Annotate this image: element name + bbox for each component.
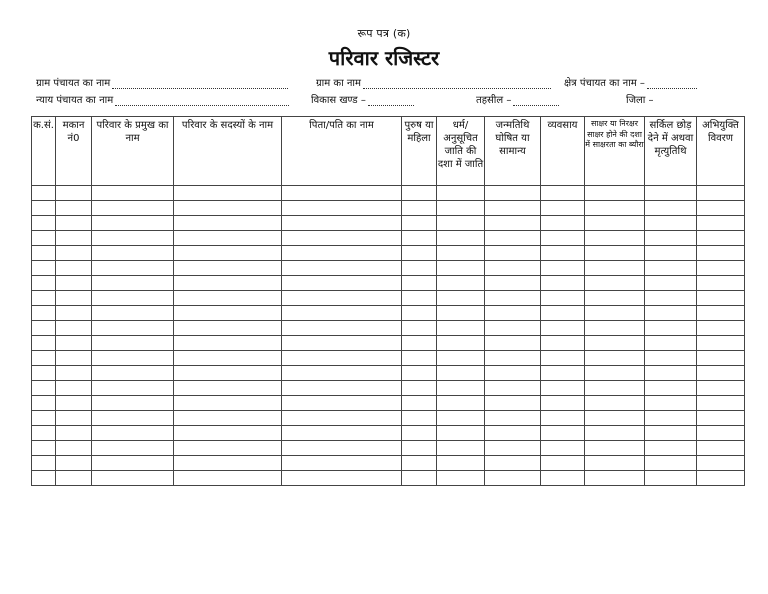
tehsil-value[interactable] <box>513 96 559 106</box>
table-cell[interactable] <box>32 411 56 426</box>
table-cell[interactable] <box>174 351 282 366</box>
table-cell[interactable] <box>437 411 485 426</box>
table-cell[interactable] <box>697 351 745 366</box>
table-cell[interactable] <box>92 201 174 216</box>
table-cell[interactable] <box>92 456 174 471</box>
table-cell[interactable] <box>32 471 56 486</box>
table-cell[interactable] <box>541 471 585 486</box>
table-cell[interactable] <box>174 216 282 231</box>
table-cell[interactable] <box>174 291 282 306</box>
gram-panchayat-label: ग्राम पंचायत का नाम <box>36 78 111 89</box>
table-cell[interactable] <box>585 336 645 351</box>
table-cell[interactable] <box>585 471 645 486</box>
table-cell[interactable] <box>174 276 282 291</box>
table-cell[interactable] <box>645 426 697 441</box>
table-header-row <box>32 117 745 186</box>
table-cell[interactable] <box>645 261 697 276</box>
table-cell[interactable] <box>92 216 174 231</box>
table-cell[interactable] <box>485 336 541 351</box>
table-cell[interactable] <box>585 366 645 381</box>
col-birthdate: जन्मतिथि घोषित या सामान्य <box>485 117 541 186</box>
col-remarks: अभियुक्ति विवरण <box>697 117 745 186</box>
tehsil-field[interactable] <box>476 92 559 106</box>
table-cell[interactable] <box>697 261 745 276</box>
table-cell[interactable] <box>282 456 402 471</box>
meta-row-1 <box>36 75 736 89</box>
table-cell[interactable] <box>402 381 437 396</box>
table-cell[interactable] <box>585 381 645 396</box>
table-cell[interactable] <box>56 366 92 381</box>
table-cell[interactable] <box>32 306 56 321</box>
table-cell[interactable] <box>645 396 697 411</box>
table-cell[interactable] <box>32 216 56 231</box>
table-cell[interactable] <box>174 261 282 276</box>
table-cell[interactable] <box>485 411 541 426</box>
table-cell[interactable] <box>282 246 402 261</box>
table-row <box>32 441 745 456</box>
table-cell[interactable] <box>437 201 485 216</box>
table-cell[interactable] <box>485 261 541 276</box>
table-cell[interactable] <box>645 306 697 321</box>
table-cell[interactable] <box>485 216 541 231</box>
table-row <box>32 321 745 336</box>
table-cell[interactable] <box>174 321 282 336</box>
table-cell[interactable] <box>437 381 485 396</box>
table-cell[interactable] <box>437 231 485 246</box>
table-cell[interactable] <box>56 411 92 426</box>
table-cell[interactable] <box>541 291 585 306</box>
table-cell[interactable] <box>645 276 697 291</box>
table-row <box>32 456 745 471</box>
col-occupation: व्यवसाय <box>541 117 585 186</box>
table-row <box>32 186 745 201</box>
table-cell[interactable] <box>92 366 174 381</box>
table-cell[interactable] <box>437 366 485 381</box>
table-cell[interactable] <box>56 186 92 201</box>
kshetra-panchayat-field[interactable] <box>564 75 697 89</box>
table-cell[interactable] <box>32 201 56 216</box>
table-cell[interactable] <box>697 456 745 471</box>
table-cell[interactable] <box>282 471 402 486</box>
table-cell[interactable] <box>174 246 282 261</box>
table-cell[interactable] <box>282 216 402 231</box>
table-row <box>32 336 745 351</box>
table-cell[interactable] <box>56 291 92 306</box>
table-cell[interactable] <box>437 291 485 306</box>
table-cell[interactable] <box>585 261 645 276</box>
table-cell[interactable] <box>485 291 541 306</box>
table-cell[interactable] <box>437 336 485 351</box>
col-family-head: परिवार के प्रमुख का नाम <box>92 117 174 186</box>
table-cell[interactable] <box>92 336 174 351</box>
table-cell[interactable] <box>56 351 92 366</box>
col-literacy: साक्षर या निरक्षर साक्षर होने की दशा में साक्षरता का ब्यौरा <box>585 117 645 186</box>
table-cell[interactable] <box>282 426 402 441</box>
table-cell[interactable] <box>402 231 437 246</box>
table-cell[interactable] <box>697 381 745 396</box>
table-row <box>32 276 745 291</box>
table-cell[interactable] <box>645 186 697 201</box>
table-cell[interactable] <box>645 456 697 471</box>
table-row <box>32 471 745 486</box>
table-cell[interactable] <box>645 366 697 381</box>
table-cell[interactable] <box>585 276 645 291</box>
table-cell[interactable] <box>485 381 541 396</box>
nyay-panchayat-label: न्याय पंचायत का नाम <box>36 95 114 106</box>
table-cell[interactable] <box>402 351 437 366</box>
col-gender: पुरुष या महिला <box>402 117 437 186</box>
table-cell[interactable] <box>32 336 56 351</box>
table-cell[interactable] <box>402 246 437 261</box>
table-cell[interactable] <box>92 441 174 456</box>
table-cell[interactable] <box>402 336 437 351</box>
table-cell[interactable] <box>174 336 282 351</box>
table-cell[interactable] <box>437 261 485 276</box>
page-title: परिवार रजिस्टर <box>328 46 440 70</box>
table-cell[interactable] <box>174 441 282 456</box>
table-cell[interactable] <box>541 351 585 366</box>
table-cell[interactable] <box>485 321 541 336</box>
table-cell[interactable] <box>32 456 56 471</box>
table-cell[interactable] <box>174 231 282 246</box>
table-cell[interactable] <box>585 246 645 261</box>
table-cell[interactable] <box>32 231 56 246</box>
table-cell[interactable] <box>92 291 174 306</box>
table-cell[interactable] <box>585 426 645 441</box>
table-cell[interactable] <box>645 351 697 366</box>
vikas-khand-field[interactable] <box>311 92 414 106</box>
table-cell[interactable] <box>541 186 585 201</box>
table-cell[interactable] <box>485 276 541 291</box>
table-cell[interactable] <box>585 411 645 426</box>
table-cell[interactable] <box>92 351 174 366</box>
table-cell[interactable] <box>697 441 745 456</box>
table-cell[interactable] <box>32 246 56 261</box>
vikas-khand-value[interactable] <box>368 96 414 106</box>
table-cell[interactable] <box>437 276 485 291</box>
table-cell[interactable] <box>174 381 282 396</box>
table-cell[interactable] <box>541 426 585 441</box>
table-cell[interactable] <box>282 351 402 366</box>
table-cell[interactable] <box>437 321 485 336</box>
table-cell[interactable] <box>282 441 402 456</box>
table-cell[interactable] <box>402 366 437 381</box>
table-row <box>32 216 745 231</box>
table-cell[interactable] <box>541 261 585 276</box>
table-cell[interactable] <box>437 216 485 231</box>
table-cell[interactable] <box>32 381 56 396</box>
table-cell[interactable] <box>485 351 541 366</box>
table-cell[interactable] <box>645 381 697 396</box>
table-cell[interactable] <box>697 411 745 426</box>
table-row <box>32 381 745 396</box>
table-cell[interactable] <box>437 186 485 201</box>
table-cell[interactable] <box>56 471 92 486</box>
table-cell[interactable] <box>645 201 697 216</box>
table-cell[interactable] <box>645 246 697 261</box>
table-cell[interactable] <box>56 306 92 321</box>
table-cell[interactable] <box>697 321 745 336</box>
table-cell[interactable] <box>645 336 697 351</box>
table-cell[interactable] <box>402 471 437 486</box>
table-cell[interactable] <box>541 381 585 396</box>
table-cell[interactable] <box>32 276 56 291</box>
table-cell[interactable] <box>485 366 541 381</box>
table-cell[interactable] <box>282 231 402 246</box>
table-cell[interactable] <box>645 411 697 426</box>
table-cell[interactable] <box>174 201 282 216</box>
table-cell[interactable] <box>697 366 745 381</box>
table-cell[interactable] <box>282 261 402 276</box>
table-cell[interactable] <box>174 456 282 471</box>
table-cell[interactable] <box>485 246 541 261</box>
table-cell[interactable] <box>92 426 174 441</box>
table-cell[interactable] <box>541 336 585 351</box>
table-cell[interactable] <box>32 396 56 411</box>
table-cell[interactable] <box>56 381 92 396</box>
table-cell[interactable] <box>485 396 541 411</box>
nyay-panchayat-field[interactable] <box>36 92 289 106</box>
table-cell[interactable] <box>56 246 92 261</box>
table-cell[interactable] <box>485 186 541 201</box>
col-left-or-death: सर्किल छोड़ देने में अथवा मृत्युतिथि <box>645 117 697 186</box>
table-row <box>32 411 745 426</box>
table-cell[interactable] <box>645 441 697 456</box>
table-cell[interactable] <box>585 291 645 306</box>
table-cell[interactable] <box>56 441 92 456</box>
table-cell[interactable] <box>541 246 585 261</box>
table-cell[interactable] <box>92 471 174 486</box>
table-cell[interactable] <box>437 306 485 321</box>
table-cell[interactable] <box>92 411 174 426</box>
table-cell[interactable] <box>437 441 485 456</box>
table-cell[interactable] <box>56 276 92 291</box>
col-family-members: परिवार के सदस्यों के नाम <box>174 117 282 186</box>
table-cell[interactable] <box>485 441 541 456</box>
table-cell[interactable] <box>697 276 745 291</box>
table-cell[interactable] <box>174 366 282 381</box>
table-cell[interactable] <box>697 291 745 306</box>
jila-value[interactable] <box>656 96 696 106</box>
table-cell[interactable] <box>282 276 402 291</box>
table-row <box>32 426 745 441</box>
table-row <box>32 366 745 381</box>
table-cell[interactable] <box>541 441 585 456</box>
table-cell[interactable] <box>645 291 697 306</box>
table-cell[interactable] <box>174 186 282 201</box>
table-cell[interactable] <box>282 186 402 201</box>
table-cell[interactable] <box>541 366 585 381</box>
table-row <box>32 201 745 216</box>
table-row <box>32 396 745 411</box>
table-cell[interactable] <box>402 411 437 426</box>
table-cell[interactable] <box>92 306 174 321</box>
nyay-panchayat-value[interactable] <box>115 96 289 106</box>
table-cell[interactable] <box>282 396 402 411</box>
table-cell[interactable] <box>32 426 56 441</box>
table-cell[interactable] <box>697 216 745 231</box>
table-cell[interactable] <box>585 216 645 231</box>
table-cell[interactable] <box>437 456 485 471</box>
table-cell[interactable] <box>585 231 645 246</box>
table-cell[interactable] <box>56 426 92 441</box>
table-cell[interactable] <box>585 306 645 321</box>
table-cell[interactable] <box>56 456 92 471</box>
table-cell[interactable] <box>282 336 402 351</box>
table-cell[interactable] <box>541 411 585 426</box>
table-cell[interactable] <box>56 336 92 351</box>
table-cell[interactable] <box>32 321 56 336</box>
table-cell[interactable] <box>282 411 402 426</box>
table-cell[interactable] <box>92 261 174 276</box>
table-cell[interactable] <box>402 276 437 291</box>
gram-panchayat-value[interactable] <box>112 79 288 89</box>
table-cell[interactable] <box>174 411 282 426</box>
table-cell[interactable] <box>697 396 745 411</box>
table-cell[interactable] <box>485 231 541 246</box>
table-cell[interactable] <box>485 471 541 486</box>
col-father-husband: पिता/पति का नाम <box>282 117 402 186</box>
table-cell[interactable] <box>402 261 437 276</box>
jila-label: जिला – <box>626 95 654 106</box>
table-cell[interactable] <box>585 201 645 216</box>
table-cell[interactable] <box>541 306 585 321</box>
table-cell[interactable] <box>585 456 645 471</box>
family-register-table <box>31 116 745 486</box>
table-cell[interactable] <box>437 426 485 441</box>
jila-field[interactable] <box>626 92 696 106</box>
table-cell[interactable] <box>56 216 92 231</box>
table-cell[interactable] <box>56 201 92 216</box>
table-cell[interactable] <box>697 336 745 351</box>
table-cell[interactable] <box>402 306 437 321</box>
table-cell[interactable] <box>697 471 745 486</box>
table-cell[interactable] <box>174 471 282 486</box>
tehsil-label: तहसील – <box>476 95 512 106</box>
table-cell[interactable] <box>32 291 56 306</box>
table-cell[interactable] <box>585 396 645 411</box>
table-cell[interactable] <box>92 186 174 201</box>
table-cell[interactable] <box>32 351 56 366</box>
table-cell[interactable] <box>402 291 437 306</box>
table-cell[interactable] <box>402 321 437 336</box>
table-cell[interactable] <box>402 396 437 411</box>
table-cell[interactable] <box>56 261 92 276</box>
table-cell[interactable] <box>697 231 745 246</box>
table-cell[interactable] <box>282 366 402 381</box>
table-cell[interactable] <box>32 441 56 456</box>
table-cell[interactable] <box>56 321 92 336</box>
table-row <box>32 306 745 321</box>
table-row <box>32 231 745 246</box>
table-cell[interactable] <box>697 306 745 321</box>
col-religion-caste: धर्म/अनुसूचित जाति की दशा में जाति <box>437 117 485 186</box>
table-cell[interactable] <box>697 246 745 261</box>
table-cell[interactable] <box>174 426 282 441</box>
table-cell[interactable] <box>485 306 541 321</box>
kshetra-panchayat-value[interactable] <box>647 79 697 89</box>
table-row <box>32 246 745 261</box>
table-cell[interactable] <box>92 246 174 261</box>
col-house-number: मकान नं0 <box>56 117 92 186</box>
table-row <box>32 261 745 276</box>
table-cell[interactable] <box>645 216 697 231</box>
table-cell[interactable] <box>282 321 402 336</box>
table-cell[interactable] <box>541 276 585 291</box>
table-cell[interactable] <box>56 231 92 246</box>
table-cell[interactable] <box>541 231 585 246</box>
table-cell[interactable] <box>92 231 174 246</box>
vikas-khand-label: विकास खण्ड – <box>311 95 366 106</box>
table-cell[interactable] <box>437 396 485 411</box>
table-cell[interactable] <box>697 201 745 216</box>
table-cell[interactable] <box>541 321 585 336</box>
table-row <box>32 291 745 306</box>
kshetra-panchayat-label: क्षेत्र पंचायत का नाम – <box>564 78 645 89</box>
table-cell[interactable] <box>56 396 92 411</box>
table-cell[interactable] <box>92 321 174 336</box>
table-cell[interactable] <box>585 186 645 201</box>
table-cell[interactable] <box>92 396 174 411</box>
table-cell[interactable] <box>585 321 645 336</box>
table-cell[interactable] <box>32 366 56 381</box>
col-serial: क.सं. <box>32 117 56 186</box>
table-cell[interactable] <box>437 351 485 366</box>
table-cell[interactable] <box>437 246 485 261</box>
table-cell[interactable] <box>697 186 745 201</box>
table-cell[interactable] <box>174 306 282 321</box>
table-cell[interactable] <box>485 201 541 216</box>
table-cell[interactable] <box>402 201 437 216</box>
table-cell[interactable] <box>282 306 402 321</box>
table-cell[interactable] <box>541 396 585 411</box>
table-cell[interactable] <box>585 351 645 366</box>
table-cell[interactable] <box>282 381 402 396</box>
table-cell[interactable] <box>645 471 697 486</box>
table-cell[interactable] <box>92 276 174 291</box>
table-cell[interactable] <box>697 426 745 441</box>
table-cell[interactable] <box>32 186 56 201</box>
table-cell[interactable] <box>92 381 174 396</box>
table-cell[interactable] <box>541 216 585 231</box>
gram-panchayat-field[interactable] <box>36 75 288 89</box>
table-cell[interactable] <box>402 456 437 471</box>
table-cell[interactable] <box>645 231 697 246</box>
table-cell[interactable] <box>402 441 437 456</box>
table-cell[interactable] <box>174 396 282 411</box>
gram-name-value[interactable] <box>363 79 551 89</box>
table-row <box>32 351 745 366</box>
table-cell[interactable] <box>282 291 402 306</box>
form-number: रूप पत्र (क) <box>357 27 411 40</box>
table-cell[interactable] <box>541 201 585 216</box>
table-cell[interactable] <box>541 456 585 471</box>
table-cell[interactable] <box>32 261 56 276</box>
table-cell[interactable] <box>485 456 541 471</box>
table-cell[interactable] <box>282 201 402 216</box>
meta-row-2 <box>36 92 736 106</box>
gram-name-label: ग्राम का नाम <box>316 78 361 89</box>
table-cell[interactable] <box>402 186 437 201</box>
table-cell[interactable] <box>402 216 437 231</box>
gram-name-field[interactable] <box>316 75 551 89</box>
table-cell[interactable] <box>645 321 697 336</box>
table-cell[interactable] <box>585 441 645 456</box>
table-cell[interactable] <box>402 426 437 441</box>
table-cell[interactable] <box>485 426 541 441</box>
table-cell[interactable] <box>437 471 485 486</box>
